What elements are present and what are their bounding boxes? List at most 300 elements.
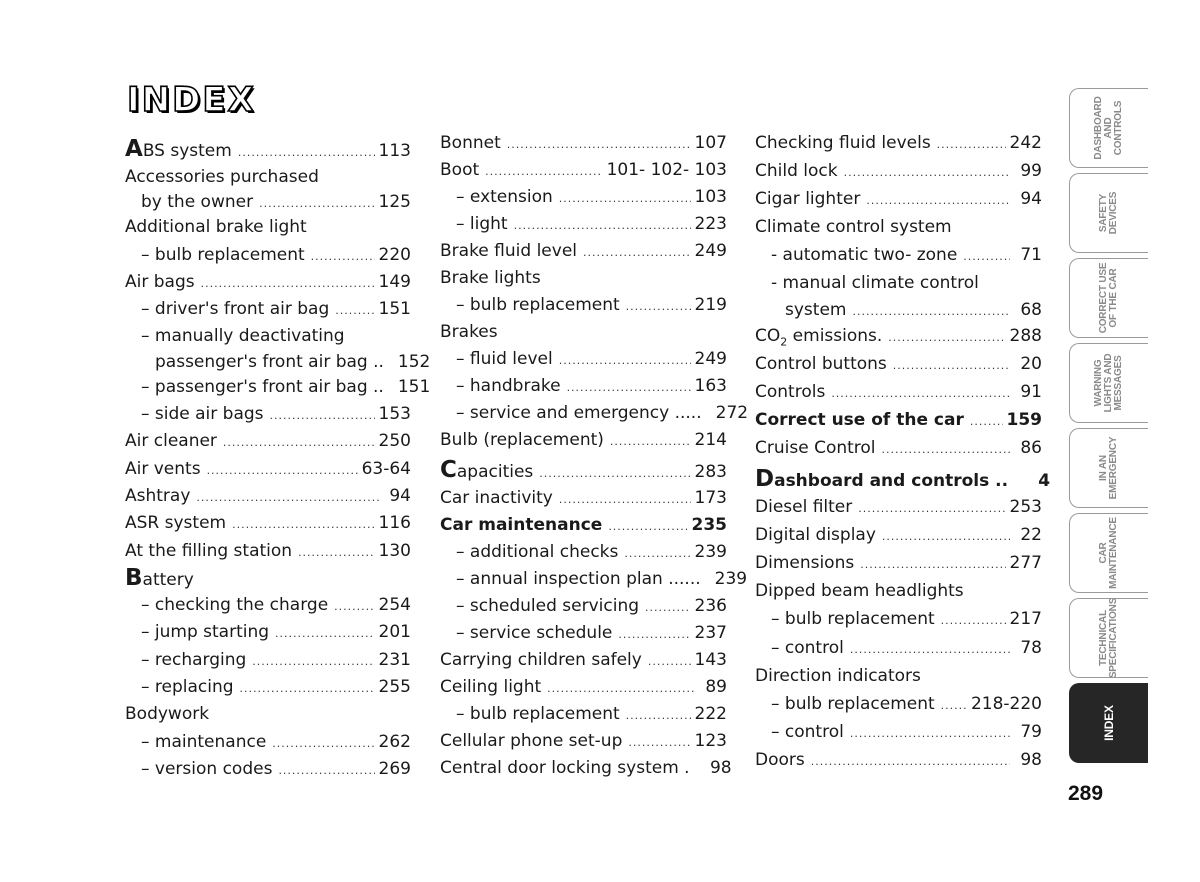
entry-text: Brake fluid level bbox=[440, 241, 577, 261]
entry-label bbox=[456, 295, 620, 315]
dot-leader bbox=[539, 464, 690, 484]
section-tab[interactable] bbox=[1069, 258, 1148, 338]
dot-leader bbox=[645, 598, 691, 618]
entry-page-ref: 214 bbox=[694, 430, 727, 450]
dot-leader bbox=[850, 724, 1010, 744]
entry-page-ref: 255 bbox=[378, 677, 411, 698]
index-entry bbox=[755, 578, 1042, 606]
entry-label bbox=[125, 431, 217, 451]
tab-label: WARNING LIGHTS AND MESSAGES bbox=[1093, 353, 1124, 413]
tab-label: DASHBOARD AND CONTROLS bbox=[1093, 96, 1124, 160]
entry-page-ref: 222 bbox=[694, 704, 727, 724]
entry-text: – jump starting bbox=[141, 622, 270, 643]
entry-label bbox=[141, 759, 272, 779]
entry-label bbox=[141, 732, 266, 752]
index-entry bbox=[755, 463, 1051, 494]
entry-page-ref: 143 bbox=[694, 650, 727, 670]
entry-text: – bulb replacement bbox=[771, 609, 935, 630]
entry-text: – replacing bbox=[141, 677, 234, 698]
section-tab[interactable] bbox=[1069, 683, 1148, 763]
entry-label bbox=[125, 217, 307, 237]
entry-page-ref: 91 bbox=[1020, 381, 1042, 402]
entry-text: - automatic two- zone bbox=[771, 245, 958, 266]
entry-text: system bbox=[785, 299, 847, 320]
dot-leader bbox=[514, 216, 691, 236]
index-entry bbox=[125, 428, 411, 455]
entry-label bbox=[141, 622, 269, 642]
entry-label bbox=[456, 623, 612, 643]
entry-label bbox=[141, 326, 345, 346]
index-entry bbox=[125, 133, 411, 164]
entry-label bbox=[456, 542, 618, 562]
section-tab[interactable] bbox=[1069, 513, 1148, 593]
section-initial: B bbox=[125, 564, 143, 591]
entry-label bbox=[440, 322, 498, 342]
dot-leader bbox=[937, 135, 1006, 155]
dot-leader bbox=[275, 624, 375, 644]
index-entry bbox=[755, 379, 1042, 407]
index-entry bbox=[125, 510, 411, 537]
entry-page-ref: 250 bbox=[378, 431, 411, 452]
page-number: 289 bbox=[1068, 782, 1104, 805]
entry-text: – version codes bbox=[141, 758, 273, 779]
entry-label bbox=[755, 410, 964, 430]
dot-leader bbox=[893, 356, 1010, 376]
entry-page-ref: 79 bbox=[1020, 721, 1042, 742]
entry-page-ref: 130 bbox=[378, 540, 411, 561]
entry-text: – maintenance bbox=[141, 731, 267, 752]
entry-text: – light bbox=[456, 214, 508, 234]
index-entry bbox=[440, 130, 727, 157]
entry-text: Child lock bbox=[755, 161, 838, 182]
entry-page-ref: 218-220 bbox=[970, 693, 1042, 714]
entry-label bbox=[440, 457, 534, 483]
section-tab[interactable] bbox=[1069, 428, 1148, 508]
entry-label bbox=[456, 187, 553, 207]
index-entry bbox=[440, 620, 727, 647]
index-entry bbox=[440, 238, 727, 265]
index-entry bbox=[440, 373, 727, 400]
entry-page-ref: 239 bbox=[714, 569, 748, 589]
dot-leader bbox=[270, 406, 375, 426]
entry-text: Ceiling light bbox=[440, 677, 542, 697]
index-entry bbox=[440, 292, 727, 319]
entry-label bbox=[440, 731, 622, 751]
index-column-3 bbox=[755, 130, 1051, 775]
entry-page-ref: 152 bbox=[397, 351, 431, 372]
index-entry bbox=[755, 299, 1042, 323]
entry-page-ref: 116 bbox=[378, 513, 411, 534]
dot-leader bbox=[882, 527, 1010, 547]
index-entry bbox=[125, 191, 411, 214]
entry-text: – recharging bbox=[141, 649, 247, 670]
dot-leader bbox=[335, 301, 374, 321]
entry-page-ref: 239 bbox=[694, 542, 727, 562]
entry-label bbox=[125, 272, 195, 292]
index-entry bbox=[125, 269, 411, 296]
index-entry bbox=[755, 323, 1042, 351]
index-entry bbox=[755, 158, 1042, 186]
entry-label bbox=[440, 758, 690, 778]
index-entry bbox=[125, 729, 411, 756]
entry-label bbox=[755, 553, 854, 573]
entry-label bbox=[456, 376, 561, 396]
entry-text: – bulb replacement bbox=[141, 244, 305, 265]
entry-label bbox=[785, 300, 846, 320]
entry-page-ref: 125 bbox=[378, 192, 411, 213]
dot-leader bbox=[888, 328, 1005, 348]
entry-page-ref: 98 bbox=[1020, 749, 1042, 770]
entry-label bbox=[755, 382, 825, 402]
entry-page-ref: 253 bbox=[1009, 497, 1042, 518]
entry-page-ref: 98 bbox=[709, 758, 732, 778]
entry-text: Checking fluid levels bbox=[755, 133, 931, 153]
index-entry bbox=[125, 538, 411, 565]
entry-label bbox=[456, 349, 553, 369]
entry-page-ref: 159 bbox=[1006, 409, 1042, 430]
entry-page-ref: 151 bbox=[378, 299, 411, 320]
entry-text: Doors bbox=[755, 749, 805, 770]
dot-leader bbox=[311, 247, 375, 267]
entry-label bbox=[440, 133, 501, 153]
entry-page-ref: 235 bbox=[691, 515, 727, 535]
index-entry bbox=[755, 242, 1042, 270]
index-entry bbox=[440, 566, 748, 593]
tab-label: IN AN EMERGENCY bbox=[1098, 436, 1119, 500]
entry-page-ref: 269 bbox=[378, 758, 411, 779]
index-entry bbox=[125, 456, 411, 483]
entry-label bbox=[771, 245, 957, 265]
dot-leader bbox=[608, 517, 687, 537]
index-entry bbox=[755, 606, 1042, 634]
entry-label bbox=[440, 488, 553, 508]
entry-text: Car maintenance bbox=[440, 515, 603, 535]
index-entry bbox=[440, 427, 727, 454]
entry-label bbox=[125, 564, 194, 591]
dot-leader bbox=[272, 734, 374, 754]
entry-text: - manual climate control bbox=[771, 273, 979, 294]
entry-text: Brake lights bbox=[440, 268, 541, 288]
index-entry bbox=[755, 747, 1042, 775]
index-entry bbox=[440, 454, 727, 485]
entry-page-ref: 153 bbox=[378, 404, 411, 425]
entry-page-ref: 220 bbox=[378, 244, 411, 265]
entry-page-ref: 4 bbox=[1038, 471, 1051, 492]
dot-leader bbox=[252, 652, 374, 672]
entry-text: Digital display bbox=[755, 525, 876, 546]
entry-page-ref: 123 bbox=[694, 731, 727, 751]
entry-text: ASR system bbox=[125, 513, 227, 534]
entry-page-ref: 78 bbox=[1020, 637, 1042, 658]
entry-text: – control bbox=[771, 721, 844, 742]
index-entry bbox=[755, 435, 1042, 463]
entry-label bbox=[456, 596, 639, 616]
entry-text: Climate control system bbox=[755, 217, 952, 238]
index-entry bbox=[755, 214, 1042, 242]
entry-page-ref: 163 bbox=[694, 376, 727, 396]
dot-leader bbox=[858, 499, 1005, 519]
entry-text: Additional brake light bbox=[125, 217, 307, 238]
index-entry bbox=[125, 701, 411, 728]
index-entry bbox=[125, 164, 411, 191]
dot-leader bbox=[278, 761, 374, 781]
section-tab[interactable] bbox=[1069, 173, 1148, 253]
entry-text: passenger's front air bag .. bbox=[155, 351, 384, 372]
dot-leader bbox=[334, 597, 374, 617]
index-entry bbox=[440, 647, 727, 674]
entry-page-ref: 71 bbox=[1020, 245, 1042, 266]
entry-text: – service and emergency ..... bbox=[456, 403, 702, 423]
index-entry bbox=[125, 565, 411, 592]
entry-label bbox=[125, 541, 292, 561]
entry-text: Accessories purchased bbox=[125, 167, 319, 187]
page-title: INDEX bbox=[127, 80, 256, 120]
index-entry bbox=[755, 550, 1042, 578]
entry-page-ref: 94 bbox=[389, 485, 411, 506]
entry-page-ref: 68 bbox=[1020, 299, 1042, 320]
entry-text: – additional checks bbox=[456, 542, 619, 562]
index-entry bbox=[755, 663, 1042, 691]
index-entry bbox=[440, 400, 749, 427]
entry-label bbox=[440, 430, 604, 450]
entry-text: Cigar lighter bbox=[755, 189, 861, 210]
entry-text: At the filling station bbox=[125, 540, 293, 561]
entry-label bbox=[755, 189, 860, 209]
entry-page-ref: 201 bbox=[378, 622, 411, 643]
entry-label bbox=[755, 750, 805, 770]
entry-label bbox=[440, 515, 602, 535]
section-initial: D bbox=[755, 466, 775, 493]
entry-label bbox=[456, 403, 702, 423]
entry-label bbox=[771, 273, 979, 293]
dot-leader bbox=[507, 135, 691, 155]
entry-text: Cellular phone set-up bbox=[440, 731, 623, 751]
entry-page-ref: 22 bbox=[1020, 525, 1042, 546]
entry-text: Ashtray bbox=[125, 485, 191, 506]
tab-label: INDEX bbox=[1102, 705, 1116, 741]
entry-text: – driver's front air bag bbox=[141, 299, 330, 320]
index-entry bbox=[440, 593, 727, 620]
entry-text: Boot bbox=[440, 160, 480, 180]
entry-text: Bodywork bbox=[125, 704, 210, 725]
dot-leader bbox=[844, 163, 1010, 183]
dot-leader bbox=[201, 274, 375, 294]
entry-label bbox=[141, 192, 253, 212]
entry-text: – control bbox=[771, 637, 844, 658]
index-entry bbox=[440, 319, 727, 346]
dot-leader bbox=[559, 351, 691, 371]
index-entry bbox=[125, 323, 411, 350]
entry-page-ref: 103 bbox=[694, 187, 727, 207]
entry-subscript: 2 bbox=[780, 334, 788, 348]
entry-label bbox=[141, 245, 305, 265]
entry-label bbox=[141, 677, 234, 697]
entry-text: by the owner bbox=[141, 192, 254, 213]
entry-label bbox=[141, 650, 246, 670]
dot-leader bbox=[941, 696, 967, 716]
entry-label bbox=[771, 638, 844, 658]
index-entry bbox=[125, 296, 411, 323]
index-entry bbox=[440, 265, 727, 292]
entry-label bbox=[125, 459, 201, 479]
entry-text: – bulb replacement bbox=[456, 295, 620, 315]
entry-label bbox=[456, 704, 620, 724]
section-tab[interactable] bbox=[1069, 598, 1148, 678]
section-initial: A bbox=[125, 136, 143, 162]
entry-label bbox=[755, 326, 882, 346]
entry-text: Dipped beam headlights bbox=[755, 581, 964, 602]
index-entry bbox=[755, 494, 1042, 522]
entry-label bbox=[755, 354, 887, 374]
index-entry bbox=[440, 485, 727, 512]
index-entry bbox=[755, 270, 1042, 298]
entry-page-ref: 283 bbox=[694, 462, 727, 482]
index-entry bbox=[440, 728, 727, 755]
entry-text: – fluid level bbox=[456, 349, 553, 369]
dot-leader bbox=[559, 189, 691, 209]
dot-leader bbox=[860, 555, 1005, 575]
entry-label bbox=[141, 595, 328, 615]
dot-leader bbox=[850, 640, 1010, 660]
entry-label bbox=[141, 299, 329, 319]
entry-page-ref: 63-64 bbox=[361, 458, 411, 479]
entry-page-ref: 262 bbox=[378, 731, 411, 752]
entry-text: Car inactivity bbox=[440, 488, 553, 508]
entry-label bbox=[125, 136, 232, 162]
index-entry bbox=[125, 351, 431, 374]
entry-text: attery bbox=[142, 569, 194, 590]
entry-label bbox=[125, 167, 319, 187]
entry-page-ref: 89 bbox=[705, 677, 727, 697]
entry-text: Dimensions bbox=[755, 553, 855, 574]
entry-page-ref: 86 bbox=[1020, 437, 1042, 458]
entry-text: – extension bbox=[456, 187, 553, 207]
entry-label bbox=[125, 486, 190, 506]
index-entry bbox=[440, 701, 727, 728]
dot-leader bbox=[547, 679, 695, 699]
tab-label: SAFETY DEVICES bbox=[1098, 191, 1119, 235]
entry-text: Controls bbox=[755, 381, 826, 402]
index-entry bbox=[440, 755, 732, 782]
entry-label bbox=[155, 352, 384, 372]
entry-page-ref: 223 bbox=[694, 214, 727, 234]
entry-text: Diesel filter bbox=[755, 497, 853, 518]
dot-leader bbox=[259, 194, 374, 214]
dot-leader bbox=[232, 515, 374, 535]
entry-label bbox=[456, 214, 508, 234]
entry-label bbox=[771, 609, 935, 629]
entry-label bbox=[755, 666, 921, 686]
entry-text: CO bbox=[755, 325, 781, 346]
section-tab[interactable] bbox=[1069, 88, 1148, 168]
entry-label bbox=[440, 268, 541, 288]
index-entry bbox=[125, 214, 411, 241]
entry-page-ref: 20 bbox=[1020, 353, 1042, 374]
index-entry bbox=[440, 184, 727, 211]
entry-text: – handbrake bbox=[456, 376, 561, 396]
entry-text: – bulb replacement bbox=[456, 704, 620, 724]
index-entry bbox=[125, 401, 411, 428]
entry-page-ref: 99 bbox=[1020, 161, 1042, 182]
entry-label bbox=[125, 513, 226, 533]
index-entry bbox=[125, 756, 411, 783]
entry-text: – service schedule bbox=[456, 623, 613, 643]
index-entry bbox=[440, 211, 727, 238]
index-entry bbox=[755, 522, 1042, 550]
dot-leader bbox=[626, 706, 691, 726]
index-entry bbox=[125, 647, 411, 674]
entry-label bbox=[141, 404, 264, 424]
index-column-1 bbox=[125, 133, 431, 783]
entry-page-ref: 151 bbox=[397, 376, 431, 397]
dot-leader bbox=[831, 384, 1010, 404]
dot-leader bbox=[610, 432, 691, 452]
index-entry bbox=[440, 512, 727, 539]
entry-page-ref: 173 bbox=[694, 488, 727, 508]
section-tab[interactable] bbox=[1069, 343, 1148, 423]
entry-page-ref: 254 bbox=[378, 595, 411, 616]
entry-text: Correct use of the car bbox=[755, 409, 964, 430]
entry-label bbox=[141, 377, 384, 397]
entry-page-ref: 237 bbox=[694, 623, 727, 643]
dot-leader bbox=[240, 679, 375, 699]
entry-text: Cruise Control bbox=[755, 437, 876, 458]
entry-text: – scheduled servicing bbox=[456, 596, 640, 616]
entry-page-ref: 249 bbox=[694, 241, 727, 261]
index-column-2 bbox=[440, 130, 749, 782]
entry-page-ref: 277 bbox=[1009, 553, 1042, 574]
entry-page-ref: 101- 102- 103 bbox=[606, 160, 727, 180]
entry-text-after: emissions. bbox=[787, 325, 883, 346]
index-entry bbox=[755, 351, 1042, 379]
index-entry bbox=[125, 674, 411, 701]
dot-leader bbox=[559, 490, 691, 510]
dot-leader bbox=[485, 162, 602, 182]
dot-leader bbox=[624, 544, 690, 564]
index-entry bbox=[125, 374, 431, 401]
dot-leader bbox=[882, 440, 1010, 460]
dot-leader bbox=[811, 752, 1010, 772]
entry-label bbox=[456, 569, 701, 589]
dot-leader bbox=[866, 191, 1010, 211]
entry-label bbox=[755, 497, 852, 517]
dot-leader bbox=[298, 543, 374, 563]
index-entry bbox=[755, 407, 1042, 435]
entry-text: Direction indicators bbox=[755, 665, 921, 686]
entry-label bbox=[440, 241, 577, 261]
section-initial: C bbox=[440, 457, 457, 483]
index-entry bbox=[125, 242, 411, 269]
index-entry bbox=[755, 691, 1042, 719]
entry-text: – annual inspection plan ...... bbox=[456, 569, 701, 589]
entry-text: ashboard and controls .. bbox=[774, 471, 1009, 492]
entry-page-ref: 217 bbox=[1009, 609, 1042, 630]
entry-label bbox=[440, 677, 541, 697]
dot-leader bbox=[618, 625, 690, 645]
entry-text: Air bags bbox=[125, 271, 195, 292]
index-entry bbox=[125, 483, 411, 510]
entry-text: – passenger's front air bag .. bbox=[141, 376, 384, 397]
entry-label bbox=[440, 160, 479, 180]
dot-leader bbox=[207, 461, 358, 481]
entry-label bbox=[755, 581, 964, 601]
entry-text: – manually deactivating bbox=[141, 326, 345, 347]
entry-text: Air cleaner bbox=[125, 431, 217, 452]
index-entry bbox=[755, 635, 1042, 663]
entry-page-ref: 219 bbox=[694, 295, 727, 315]
dot-leader bbox=[648, 652, 691, 672]
entry-text: – bulb replacement bbox=[771, 693, 935, 714]
